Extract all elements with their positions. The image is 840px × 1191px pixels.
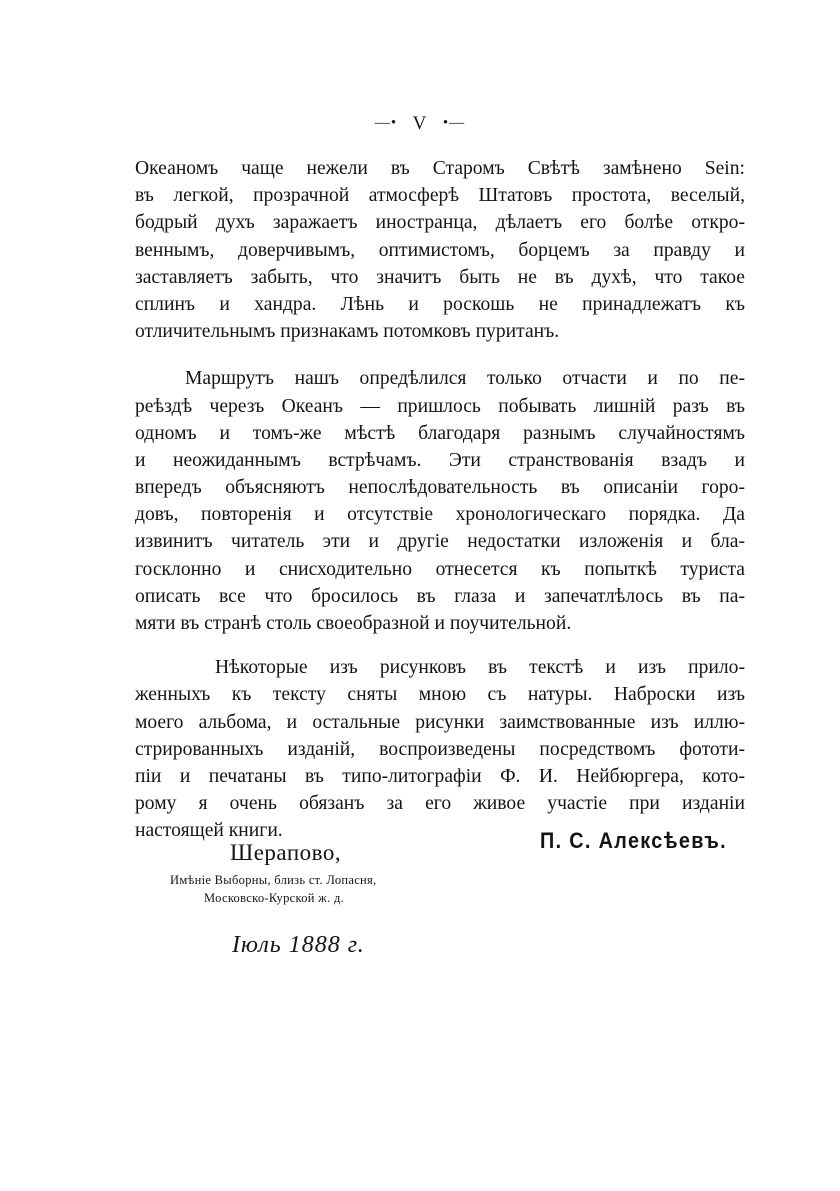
paragraph-1: [135, 155, 745, 345]
paragraph-gap: [135, 637, 745, 654]
text-line: настоящей книги.: [135, 820, 283, 842]
text-line: реѣздѣ черезъ Океанъ — пришлось побывать лишній разъ въ: [135, 395, 745, 417]
text-line: въ легкой, прозрачной атмосферѣ Штатовъ простота, веселый,: [135, 185, 745, 207]
estate-line: Имѣніе Выборны, близь ст. Лопасня,: [170, 873, 377, 887]
text-line: моего альбома, и остальные рисунки заимствованные изъ иллю-: [135, 711, 745, 733]
text-line: Маршрутъ нашъ опредѣлился только отчасти и по пе-: [185, 368, 745, 390]
text-line: Океаномъ чаще нежели въ Старомъ Свѣтѣ замѣнено Sein:: [135, 158, 745, 179]
text-line: женныхъ къ тексту сняты мною съ натуры. Наброски изъ: [135, 684, 745, 706]
text-line: госклонно и снисходительно отнесется къ попыткѣ туриста: [135, 558, 745, 580]
text-line: заставляетъ забыть, что значитъ быть не въ духѣ, что такое: [135, 266, 745, 288]
text-line: одномъ и томъ-же мѣстѣ благодаря разнымъ случайностямъ: [135, 422, 745, 444]
date-line: Іюль 1888 г.: [232, 932, 365, 958]
text-line: отличительнымъ признакамъ потомковъ пуританъ.: [135, 321, 560, 343]
text-line: и неожиданнымъ встрѣчамъ. Эти странствованія взадъ и: [135, 449, 745, 471]
paragraph-2: [135, 365, 745, 637]
text-line: сплинъ и хандра. Лѣнь и роскошь не принадлежатъ къ: [135, 293, 745, 315]
text-line: описать все что бросилось въ глаза и запечатлѣлось въ па-: [135, 585, 745, 607]
text-line: бодрый духъ заражаетъ иностранца, дѣлаетъ его болѣе откро-: [135, 212, 745, 234]
header-right-ornament: •—: [442, 115, 466, 132]
text-line: піи и печатаны въ типо-литографіи Ф. И. Нейбюргера, кото-: [135, 765, 745, 787]
page-header: [0, 112, 840, 135]
text-line: извинитъ читатель эти и другіе недостатки изложенія и бла-: [135, 531, 745, 553]
text-line: стрированныхъ изданій, воспроизведены посредствомъ фототи-: [135, 738, 745, 760]
header-left-ornament: —•: [374, 115, 398, 132]
text-line: рому я очень обязанъ за его живое участіе при изданіи: [135, 793, 745, 815]
author-signature: П. С. Алексѣевъ.: [540, 828, 727, 853]
text-line: впередъ объясняютъ непослѣдовательность въ описаніи горо-: [135, 477, 745, 499]
text-line: веннымъ, доверчивымъ, оптимистомъ, борцемъ за правду и: [135, 239, 745, 261]
body-text: [135, 155, 745, 845]
text-line: довъ, повторенія и отсутствіе хронологическаго порядка. Да: [135, 504, 745, 526]
paragraph-3: [135, 654, 745, 844]
paragraph-gap: [135, 345, 745, 365]
text-line: Нѣкоторые изъ рисунковъ въ текстѣ и изъ прило-: [215, 657, 745, 679]
page-numeral: V: [412, 112, 428, 134]
place-name: Шерапово,: [230, 840, 342, 865]
text-line: мяти въ странѣ столь своеобразной и поучительной.: [135, 613, 572, 634]
railway-line: Московско-Курской ж. д.: [204, 891, 345, 905]
